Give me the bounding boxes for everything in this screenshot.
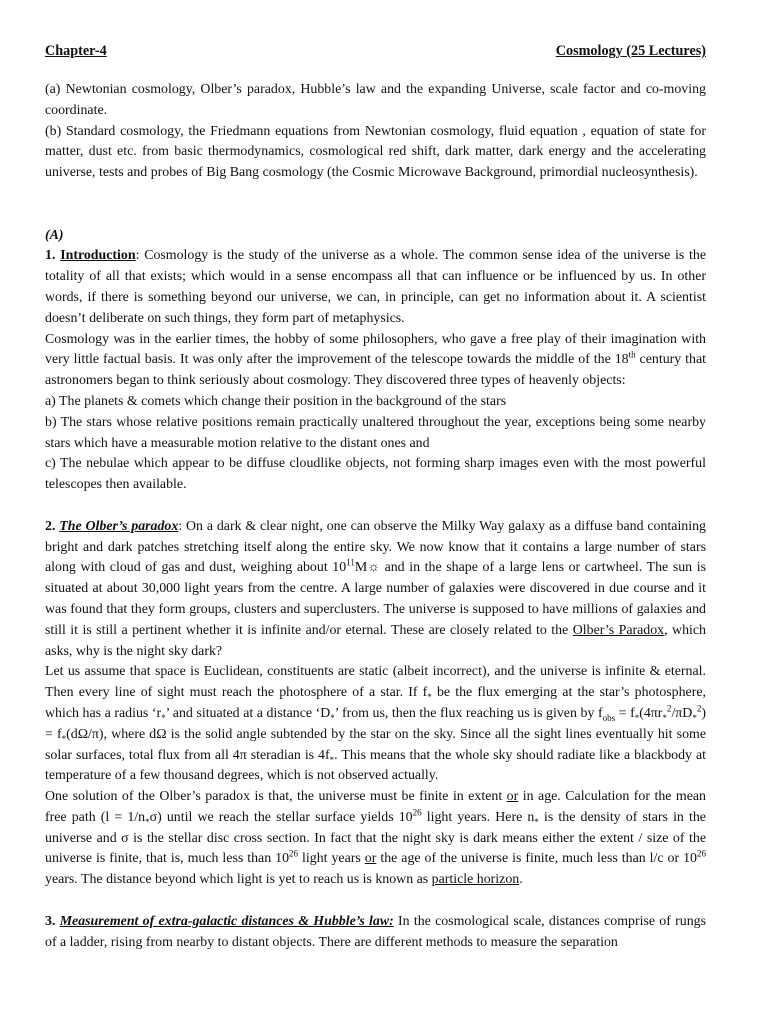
hubble-heading: Measurement of extra-galactic distances & Hubble’s law: [59,913,394,929]
olbers-text-3h: years. The distance beyond which light is yet to reach us is known as [45,872,432,888]
intro-sup-th: th [628,349,636,360]
olbers-text-3f: light years [298,851,365,867]
olbers-paragraph-2 [45,662,706,787]
sub-star: * [662,712,667,723]
sub-star: * [634,712,640,723]
sub-star: * [329,754,335,765]
olbers-text-3d: light years. Here n [421,809,535,825]
sub-star: * [330,712,335,723]
olbers-paragraph-3 [45,787,706,891]
olbers-text-3i: . [519,872,523,888]
olbers-text-3b: in age. Calculation for the mean free path (l = 1/n [45,789,707,825]
intro-list-item-c: c) The nebulae which appear to be diffuse cloudlike objects, not forming sharp images even with the most powerful telescopes then available. [45,456,706,493]
olbers-text-1c: , which asks, why is the night sky dark? [45,622,706,659]
syllabus-a: (a) Newtonian cosmology, Olber’s paradox, Hubble’s law and the expanding Universe, scale factor and co-moving coordinate. [45,82,706,118]
chapter-header [45,42,706,60]
sub-star: * [61,733,67,744]
olbers-paradox-link: Olber’s Paradox [572,622,665,638]
intro-list-item-a: a) The planets & comets which change their position in the background of the stars [45,393,507,409]
hubble-paragraph-1 [45,912,706,954]
olbers-text-2b: be the flux emerging at the star’s photosphere, which has a radius ‘r [45,685,706,721]
sub-obs: obs [602,712,616,723]
olbers-sup-11: 11 [346,557,355,568]
olbers-text-3c: σ) until we reach the stellar surface yields 10 [149,809,413,825]
chapter-topic: Cosmology (25 Lectures) [555,43,706,59]
olbers-number: 2. [45,518,60,534]
sub-star: * [161,712,166,723]
olbers-text-2j: . This means that the whole sky should radiate like a blackbody at temperature of a few thousand degrees, which is not observed actually. [45,747,706,784]
intro-number: 1. [45,248,61,264]
section-a-label: (A) [45,227,64,243]
sup-2: 2 [666,703,672,714]
sub-star: * [427,691,432,702]
intro-heading: Introduction [60,248,136,264]
sub-star: * [692,712,697,723]
hubble-text-1: In the cosmological scale, distances comprise of rungs of a ladder, rising from nearby to distant objects. There are different methods to measure the separation [45,913,706,950]
intro-text-2a: Cosmology was in the earlier times, the hobby of some philosophers, who gave a free play of their imagination with very little factual basis. It was only after the improvement of the telescope towards the middle of the 18 [45,331,706,368]
intro-text-1: : Cosmology is the study of the universe as a whole. The common sense idea of the universe is the totality of all that exists; which would in a sense encompass all that can influence or be influenced by us. In other words, if there is something beyond our universe, we can, in principle, can get no information about it. A scientist doesn’t deliberate on such things, they form part of metaphysics. [45,248,706,326]
olbers-text-3e: is the density of stars in the universe and σ is the stellar disc cross section. In fact that the night sky is dark means either the extent / size of the universe is finite, that is, much less than 10 [45,809,706,867]
olbers-text-3a: One solution of the Olber’s paradox is that, the universe must be finite in extent [45,789,507,805]
olbers-text-2a: Let us assume that space is Euclidean, constituents are static (albeit incorrect), and the universe is infinite & eternal. Then every line of sight must reach the photosphere of a star. If f [45,664,706,701]
olbers-text-2c: ’ and situated at a distance ‘D [165,705,331,721]
sup-26: 26 [412,807,422,818]
olbers-heading: The Olber’s paradox [59,518,179,534]
olbers-text-2e: = f [615,705,635,721]
syllabus-b: (b) Standard cosmology, the Friedmann equations from Newtonian cosmology, fluid equation , equation of state for matter, dust etc. from basic thermodynamics, cosmological red shift, dark matter, dark energy and the accelerating universe, tests and probes of Big Bang cosmology (the Cosmic Microwave Background, primordial nucleosynthesis). [45,123,706,181]
sup-26: 26 [289,848,299,859]
chapter-title: Chapter-4 [45,43,107,59]
intro-paragraph-1 [45,246,706,329]
olbers-text-2g: /πD [671,705,693,721]
intro-list-item-b: b) The stars whose relative positions remain practically unaltered throughout the year, exceptions being some nearby stars which have a measurable motion relative to the distant ones and [45,414,706,451]
particle-horizon-term: particle horizon [431,872,520,888]
olbers-text-2i: (dΩ/π), where dΩ is the solid angle subtended by the star on the sky. Since all the sight lines eventually hit some solar surfaces, total flux from all 4π steradian is 4f [45,726,706,763]
sub-star: * [534,816,539,827]
intro-text-2b: century that astronomers began to think seriously about cosmology. They discovered three types of heavenly objects: [45,352,706,389]
olbers-paragraph-1 [45,517,706,663]
olbers-text-2h: ) = f [45,705,706,742]
sup-2: 2 [696,703,702,714]
olbers-text-2d: ’ from us, then the flux reaching us is given by f [334,705,603,721]
underlined-or: or [364,851,377,867]
intro-paragraph-2 [45,330,706,392]
olbers-text-3g: the age of the universe is finite, much less than l/c or 10 [376,851,697,867]
olbers-text-2f: (4πr [639,705,663,721]
underlined-or: or [506,789,519,805]
sup-26: 26 [697,848,706,859]
olbers-text-1a: : On a dark & clear night, one can observe the Milky Way galaxy as a diffuse band containing bright and dark patches stretching itself along the entire sky. We now know that it contains a large number of stars along with cloud of gas and dust, weighing about 10 [45,518,706,576]
sub-star: * [145,816,150,827]
olbers-text-1b: M☼ and in the shape of a large lens or cartwheel. The sun is situated at about 30,000 light years from the centre. A large number of galaxies were discovered in due course and it was found that they form groups, clusters and superclusters. The universe is supposed to have millions of galaxies and still it is still a pertinent whether it is infinite and/or eternal. These are closely related to the [45,560,706,638]
hubble-number: 3. [45,913,60,929]
